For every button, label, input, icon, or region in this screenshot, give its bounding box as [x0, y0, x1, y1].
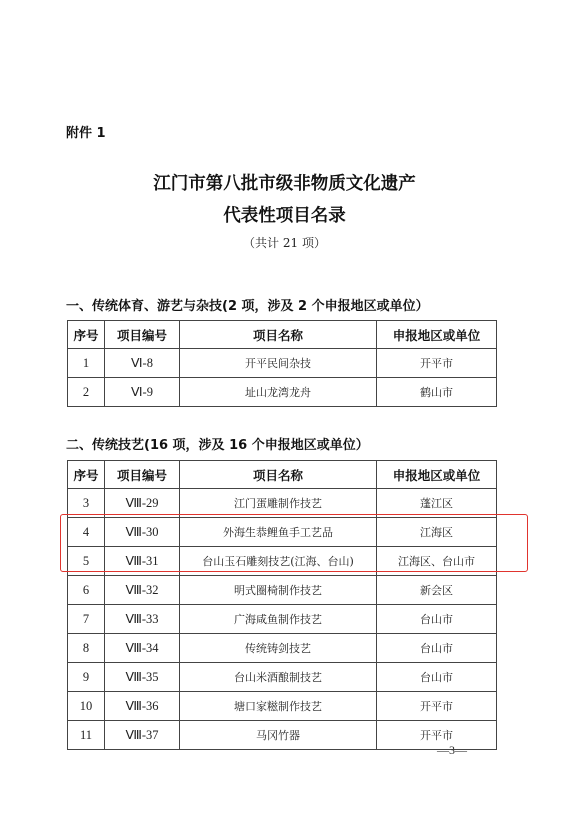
cell-code: Ⅵ-9	[105, 378, 180, 407]
cell-name: 台山玉石雕刻技艺(江海、台山)	[180, 547, 377, 576]
cell-code: Ⅷ-32	[105, 576, 180, 605]
cell-region: 蓬江区	[377, 489, 497, 518]
document-title-line1: 江门市第八批市级非物质文化遗产	[153, 174, 416, 194]
table-row	[68, 349, 497, 378]
cell-name: 明式圈椅制作技艺	[180, 576, 377, 605]
table-row	[68, 721, 497, 750]
cell-region: 台山市	[377, 634, 497, 663]
page-number: —3—	[437, 743, 467, 757]
table-row	[68, 692, 497, 721]
section2-heading: 二、传统技艺(16 项，涉及 16 个申报地区或单位）	[66, 438, 369, 453]
cell-code: Ⅷ-37	[105, 721, 180, 750]
cell-code: Ⅷ-31	[105, 547, 180, 576]
cell-index: 10	[68, 692, 105, 721]
cell-region: 鹤山市	[377, 378, 497, 407]
cell-region: 江海区、台山市	[377, 547, 497, 576]
cell-index: 11	[68, 721, 105, 750]
cell-name: 塘口家糍制作技艺	[180, 692, 377, 721]
cell-region: 开平市	[377, 349, 497, 378]
cell-index: 6	[68, 576, 105, 605]
table-header-row	[68, 321, 497, 349]
header-code: 项目编号	[105, 321, 180, 349]
table-row	[68, 605, 497, 634]
cell-region: 江海区	[377, 518, 497, 547]
cell-code: Ⅷ-34	[105, 634, 180, 663]
cell-name: 开平民间杂技	[180, 349, 377, 378]
cell-region: 新会区	[377, 576, 497, 605]
header-name: 项目名称	[180, 321, 377, 349]
header-index: 序号	[68, 321, 105, 349]
header-region: 申报地区或单位	[377, 321, 497, 349]
cell-name: 外海生恭鲤鱼手工艺品	[180, 518, 377, 547]
highlight-box	[60, 514, 528, 572]
cell-index: 1	[68, 349, 105, 378]
cell-code: Ⅷ-35	[105, 663, 180, 692]
cell-index: 2	[68, 378, 105, 407]
table-row	[68, 576, 497, 605]
cell-region: 开平市	[377, 721, 497, 750]
document-title-line2: 代表性项目名录	[223, 206, 346, 226]
cell-name: 台山米酒酿制技艺	[180, 663, 377, 692]
cell-code: Ⅷ-36	[105, 692, 180, 721]
cell-code: Ⅷ-29	[105, 489, 180, 518]
cell-index: 5	[68, 547, 105, 576]
cell-region: 开平市	[377, 692, 497, 721]
table-row	[68, 663, 497, 692]
section1-heading: 一、传统体育、游艺与杂技(2 项，涉及 2 个申报地区或单位）	[66, 299, 429, 314]
section1-table	[67, 320, 497, 407]
cell-region: 台山市	[377, 663, 497, 692]
cell-index: 7	[68, 605, 105, 634]
cell-name: 广海咸鱼制作技艺	[180, 605, 377, 634]
cell-code: Ⅵ-8	[105, 349, 180, 378]
cell-name: 江门蛋雕制作技艺	[180, 489, 377, 518]
cell-index: 8	[68, 634, 105, 663]
cell-index: 9	[68, 663, 105, 692]
header-code: 项目编号	[105, 461, 180, 489]
table-row	[68, 634, 497, 663]
section2-table	[67, 460, 497, 750]
attachment-label: 附件 1	[66, 126, 106, 141]
cell-code: Ⅷ-30	[105, 518, 180, 547]
cell-name: 传统铸剑技艺	[180, 634, 377, 663]
cell-index: 4	[68, 518, 105, 547]
header-index: 序号	[68, 461, 105, 489]
item-count-note: （共计 21 项）	[243, 236, 326, 250]
header-name: 项目名称	[180, 461, 377, 489]
cell-index: 3	[68, 489, 105, 518]
cell-name: 马冈竹器	[180, 721, 377, 750]
cell-region: 台山市	[377, 605, 497, 634]
header-region: 申报地区或单位	[377, 461, 497, 489]
table-row	[68, 378, 497, 407]
cell-code: Ⅷ-33	[105, 605, 180, 634]
table-header-row	[68, 461, 497, 489]
cell-name: 址山龙湾龙舟	[180, 378, 377, 407]
